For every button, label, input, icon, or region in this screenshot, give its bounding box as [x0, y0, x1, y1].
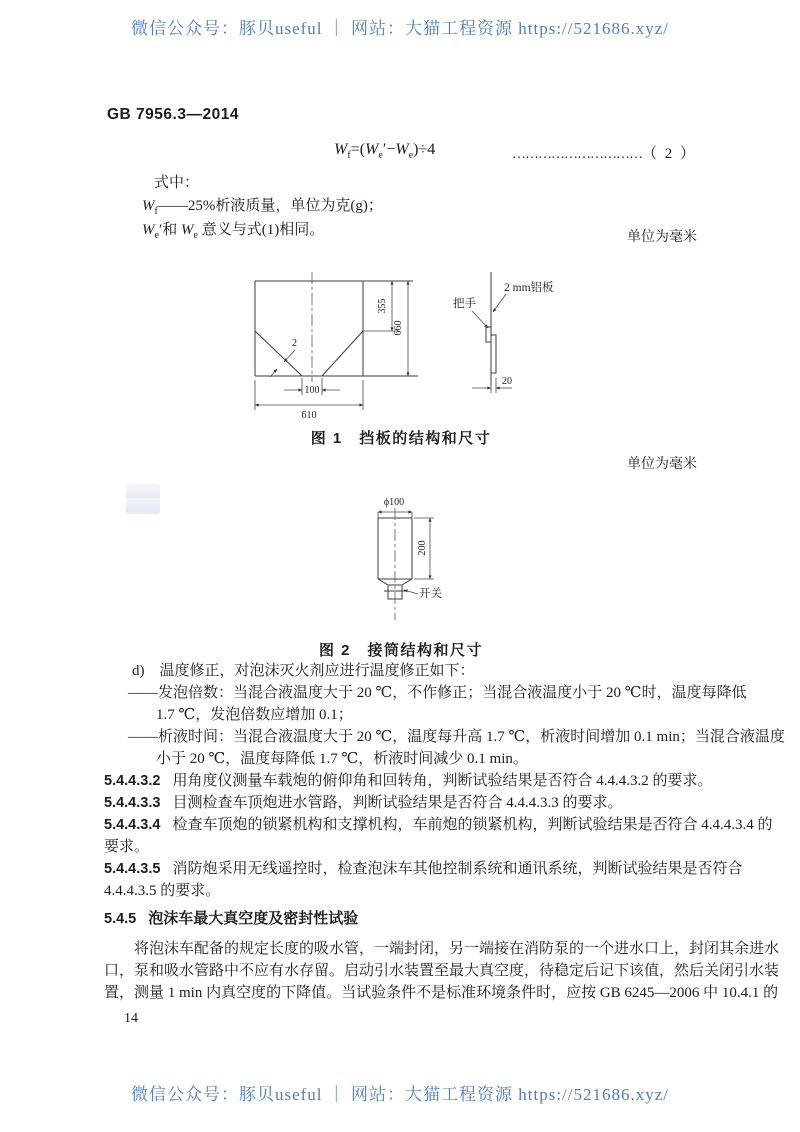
body-text [104, 660, 785, 1030]
text-line: ——析液时间：当混合液温度大于 20 ℃，温度每升高 1.7 ℃，析液时间增加 0.1 min；当混合液温度 [128, 729, 785, 745]
handle-label: 把手 [453, 298, 476, 310]
footer-watermark: 微信公众号：豚贝useful ｜ 网站：大猫工程资源 https://521686.xyz/ [130, 1085, 670, 1104]
faint-watermark-logo [126, 484, 160, 514]
header-watermark: 微信公众号：豚贝useful ｜ 网站：大猫工程资源 https://521686.xyz/ [130, 19, 670, 38]
text-line: 口，泵和吸水管路中不应有水存留。启动引水装置至最大真空度，待稳定后记下该值，然后关闭引水装 [104, 963, 780, 979]
baffle-side-view [453, 272, 554, 393]
switch-label: 开关 [419, 588, 442, 600]
dim-200-label: 200 [417, 540, 428, 556]
handle-tab [486, 327, 491, 342]
dim-20-label: 20 [502, 376, 512, 387]
clause-number: 5.4.5 [104, 911, 137, 927]
dim-dia100-label: ϕ100 [383, 497, 405, 508]
text-line: 5.4.4.3.4 检查车顶炮的锁紧机构和支撑机构，车前炮的锁紧机构，判断试验结果是否符合 4.4.4.3.4 的 [104, 817, 773, 833]
unit-note-2: 单位为毫米 [627, 457, 697, 472]
clause-number: 5.4.4.3.5 [104, 861, 161, 877]
text-line: 4.4.4.3.5 的要求。 [104, 883, 221, 899]
formula-number-label: （ 2 ） [641, 146, 697, 162]
plate-edge [491, 335, 496, 373]
figure1-drawing [248, 260, 593, 420]
dim-610-label: 610 [301, 410, 317, 421]
symbol-def-we: $W_e'$和 $W_e$ 意义与式(1)相同。 [142, 222, 325, 241]
text-line: 置，测量 1 min 内真空度的下降值。当试验条件不是标准环境条件时，应按 GB 6245—2006 中 10.4.1 的 [104, 985, 779, 1001]
page-number: 14 [124, 1011, 138, 1026]
formula-2: $W_f=(W_e'-W_e)\div 4$ [334, 141, 436, 162]
text-line: 将泡沫车配备的规定长度的吸水管，一端封闭，另一端接在消防泵的一个进水口上，封闭其余进水 [134, 941, 780, 957]
text-line: 1.7 ℃，发泡倍数应增加 0.1； [156, 707, 353, 723]
dim-100-label: 100 [304, 385, 320, 396]
where-label: 式中： [154, 175, 200, 191]
text-line: d) 温度修正，对泡沫灭火剂应进行温度修正如下： [132, 663, 475, 679]
text-line: 要求。 [104, 839, 150, 855]
receiver-cylinder-view [378, 497, 442, 620]
figure2-drawing [322, 480, 502, 645]
standard-number: GB 7956.3—2014 [107, 106, 239, 123]
dim-2-label: 2 [292, 338, 297, 349]
text-line: 5.4.5 泡沫车最大真空度及密封性试验 [104, 910, 359, 927]
text-line: 小于 20 ℃，温度每降低 1.7 ℃，析液时间减少 0.1 min。 [156, 751, 528, 767]
text-line: 5.4.4.3.5 消防炮采用无线遥控时，检查泡沫车其他控制系统和通讯系统，判断试验结果是否符合 [104, 861, 743, 877]
figure1-caption: 图 1 挡板的结构和尺寸 [310, 430, 492, 447]
clause-number: 5.4.4.3.3 [104, 795, 161, 811]
dim-355-label: 355 [377, 298, 388, 314]
text-line: 5.4.4.3.2 用角度仪测量车载炮的俯仰角和回转角，判断试验结果是否符合 4.4.4.3.2 的要求。 [104, 773, 713, 789]
clause-number: 5.4.4.3.4 [104, 817, 161, 833]
baffle-front-view [255, 272, 418, 421]
text-line: 5.4.4.3.3 目测检查车顶炮进水管路，判断试验结果是否符合 4.4.4.3.3 的要求。 [104, 795, 623, 811]
clause-number: 5.4.4.3.2 [104, 773, 161, 789]
plate-label: 2 mm铝板 [504, 282, 554, 294]
formula-dots: ………………………… [511, 147, 642, 162]
formula-2-number [512, 142, 697, 163]
unit-note-1: 单位为毫米 [627, 230, 697, 245]
text-line: ——发泡倍数：当混合液温度大于 20 ℃，不作修正；当混合液温度小于 20 ℃时，温度每降低 [128, 685, 747, 701]
symbol-def-wf: $W_f——25\%$析液质量，单位为克(g)； [142, 198, 383, 217]
figure2-caption: 图 2 接筒结构和尺寸 [318, 642, 483, 659]
dim-660-label: 660 [393, 320, 404, 336]
